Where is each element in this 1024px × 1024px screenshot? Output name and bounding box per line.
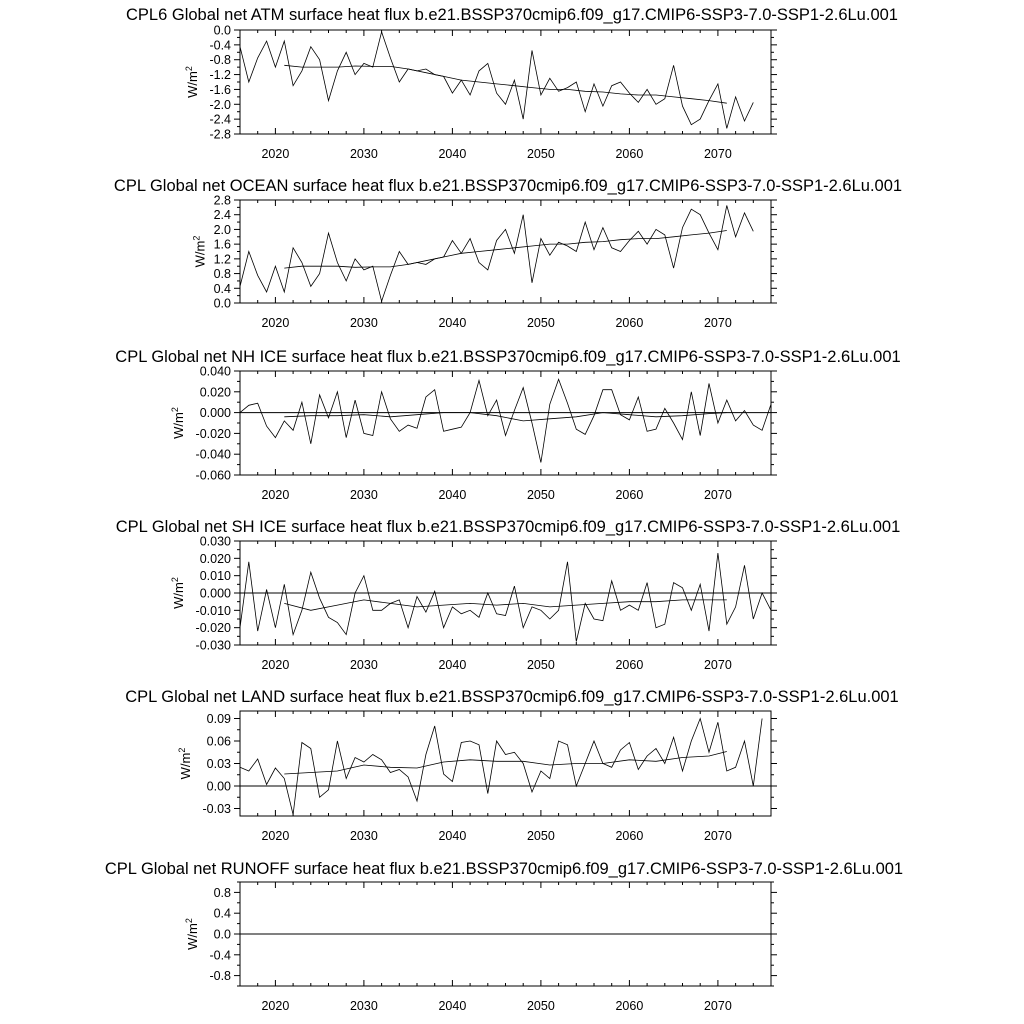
x-tick-label: 2030 [349, 147, 378, 161]
y-tick-label: 0.000 [199, 586, 231, 601]
series-line-annual [240, 379, 771, 462]
x-tick-label: 2070 [703, 829, 732, 843]
x-tick-label: 2060 [615, 658, 644, 672]
chart-title: CPL Global net LAND surface heat flux b.e21.BSSP370cmip6.f09_g17.CMIP6-SSP3-7.0-SSP1-2.6Lu.001 [125, 688, 899, 706]
y-axis-label-unit: W/m [170, 412, 186, 439]
chart-panel-1 [126, 6, 898, 161]
x-tick-label: 2020 [261, 999, 290, 1013]
x-tick-label: 2050 [526, 829, 555, 843]
y-tick-label: 0.020 [199, 385, 231, 400]
y-tick-label: 0.0 [213, 927, 231, 942]
series-line-smoothed [284, 65, 727, 103]
y-axis-label-superscript: 2 [169, 577, 180, 583]
y-tick-label: 0.4 [213, 281, 231, 296]
x-tick-label: 2040 [438, 147, 467, 161]
y-tick-label: 0.06 [206, 734, 231, 749]
y-tick-label: 0.8 [213, 885, 231, 900]
y-axis-label-unit: W/m [192, 240, 208, 268]
x-tick-label: 2060 [615, 829, 644, 843]
x-tick-label: 2040 [438, 829, 467, 843]
x-tick-label: 2020 [261, 488, 290, 502]
y-tick-label: 0.020 [199, 551, 231, 566]
chart-title: CPL Global net OCEAN surface heat flux b.e21.BSSP370cmip6.f09_g17.CMIP6-SSP3-7.0-SSP1-2.6Lu.001 [113, 177, 903, 195]
y-tick-label: -0.030 [195, 638, 231, 653]
series-line-annual [240, 553, 771, 641]
series-line-annual [240, 719, 762, 815]
chart-title: CPL Global net NH ICE surface heat flux b.e21.BSSP370cmip6.f09_g17.CMIP6-SSP3-7.0-SSP1-2.6Lu.001 [115, 348, 901, 366]
y-tick-label: 0.00 [206, 779, 231, 794]
x-tick-label: 2020 [261, 316, 290, 330]
y-tick-label: -2.0 [209, 97, 231, 112]
y-tick-label: 0.8 [213, 267, 231, 282]
y-axis-label-superscript: 2 [184, 918, 195, 924]
y-tick-label: 2.0 [213, 222, 231, 237]
y-tick-label: 2.8 [213, 193, 231, 208]
x-tick-label: 2020 [261, 147, 290, 161]
y-tick-label: -0.8 [209, 53, 231, 68]
x-tick-label: 2050 [526, 488, 555, 502]
chart-title: CPL Global net RUNOFF surface heat flux b.e21.BSSP370cmip6.f09_g17.CMIP6-SSP3-7.0-SSP1-2.6Lu.001 [104, 860, 904, 878]
y-axis-label-unit: W/m [185, 923, 201, 950]
y-axis-label-superscript: 2 [177, 747, 187, 753]
series-line-smoothed [284, 231, 727, 269]
plot-frame [240, 371, 771, 475]
chart-panel-6 [105, 860, 903, 1013]
y-tick-label: -0.020 [195, 621, 231, 636]
x-tick-label: 2070 [703, 999, 732, 1013]
y-axis-label-superscript: 2 [184, 66, 195, 72]
plot-frame [240, 200, 771, 303]
y-tick-label: 0.030 [199, 534, 231, 549]
y-tick-label: -0.020 [195, 426, 231, 441]
y-axis-label-superscript: 2 [169, 407, 180, 413]
x-tick-label: 2030 [349, 658, 378, 672]
y-tick-label: -0.4 [209, 38, 231, 53]
y-axis-label [170, 407, 186, 439]
x-tick-label: 2070 [703, 147, 732, 161]
chart-panel-2 [114, 177, 902, 330]
y-tick-label: -1.2 [209, 68, 231, 83]
x-tick-label: 2040 [438, 316, 467, 330]
y-tick-label: -2.8 [209, 127, 231, 142]
y-tick-label: 0.4 [213, 906, 231, 921]
plot-frame [240, 30, 771, 134]
series-line-annual [240, 206, 753, 302]
x-tick-label: 2030 [349, 316, 378, 330]
y-axis-label-unit: W/m [178, 752, 193, 780]
y-tick-label: -2.4 [209, 112, 231, 127]
y-axis-label-unit: W/m [185, 71, 201, 98]
y-tick-label: 0.040 [199, 364, 231, 379]
y-axis-label [184, 66, 200, 98]
y-axis-label [177, 748, 193, 780]
x-tick-label: 2070 [703, 658, 732, 672]
y-tick-label: -0.060 [195, 468, 231, 483]
y-tick-label: 1.6 [213, 237, 231, 252]
x-tick-label: 2040 [438, 488, 467, 502]
x-tick-label: 2050 [526, 316, 555, 330]
series-line-annual [240, 32, 753, 128]
x-tick-label: 2040 [438, 658, 467, 672]
chart-title: CPL Global net SH ICE surface heat flux b.e21.BSSP370cmip6.f09_g17.CMIP6-SSP3-7.0-SSP1-2.6Lu.001 [115, 518, 901, 536]
x-tick-label: 2030 [349, 999, 378, 1013]
x-tick-label: 2030 [349, 829, 378, 843]
x-tick-label: 2040 [438, 999, 467, 1013]
x-tick-label: 2060 [615, 147, 644, 161]
y-axis-label [191, 236, 207, 268]
y-tick-label: 0.010 [199, 569, 231, 584]
chart-title: CPL6 Global net ATM surface heat flux b.e21.BSSP370cmip6.f09_g17.CMIP6-SSP3-7.0-SSP1-2.6Lu.001 [126, 6, 898, 24]
y-tick-label: -1.6 [209, 82, 231, 97]
y-tick-label: -0.4 [209, 948, 231, 963]
y-axis-label-unit: W/m [170, 582, 186, 609]
chart-panel-5 [125, 688, 899, 843]
y-tick-label: 0.0 [213, 23, 231, 38]
x-tick-label: 2060 [615, 316, 644, 330]
y-tick-label: 0.03 [206, 757, 231, 771]
y-axis-label [184, 918, 200, 950]
chart-panel-3 [115, 348, 900, 502]
x-tick-label: 2070 [703, 488, 732, 502]
x-tick-label: 2060 [615, 488, 644, 502]
y-tick-label: 0.09 [206, 712, 231, 726]
x-tick-label: 2050 [526, 658, 555, 672]
x-tick-label: 2030 [349, 488, 378, 502]
y-tick-label: -0.040 [195, 447, 231, 462]
chart-panel-4 [116, 518, 901, 672]
y-axis-label-superscript: 2 [191, 235, 202, 241]
x-tick-label: 2060 [615, 999, 644, 1013]
y-tick-label: 1.2 [213, 252, 231, 267]
y-tick-label: -0.010 [195, 603, 231, 618]
x-tick-label: 2070 [703, 316, 732, 330]
x-tick-label: 2050 [526, 999, 555, 1013]
series-line-smoothed [284, 600, 727, 610]
y-tick-label: 2.4 [213, 208, 231, 223]
y-axis-label [170, 577, 186, 609]
x-tick-label: 2020 [261, 829, 290, 843]
x-tick-label: 2050 [526, 147, 555, 161]
y-tick-label: -0.8 [209, 969, 231, 984]
y-tick-label: 0.0 [213, 296, 231, 311]
plot-frame [240, 711, 771, 816]
y-tick-label: 0.000 [199, 406, 231, 421]
y-tick-label: -0.03 [202, 802, 231, 816]
x-tick-label: 2020 [261, 658, 290, 672]
